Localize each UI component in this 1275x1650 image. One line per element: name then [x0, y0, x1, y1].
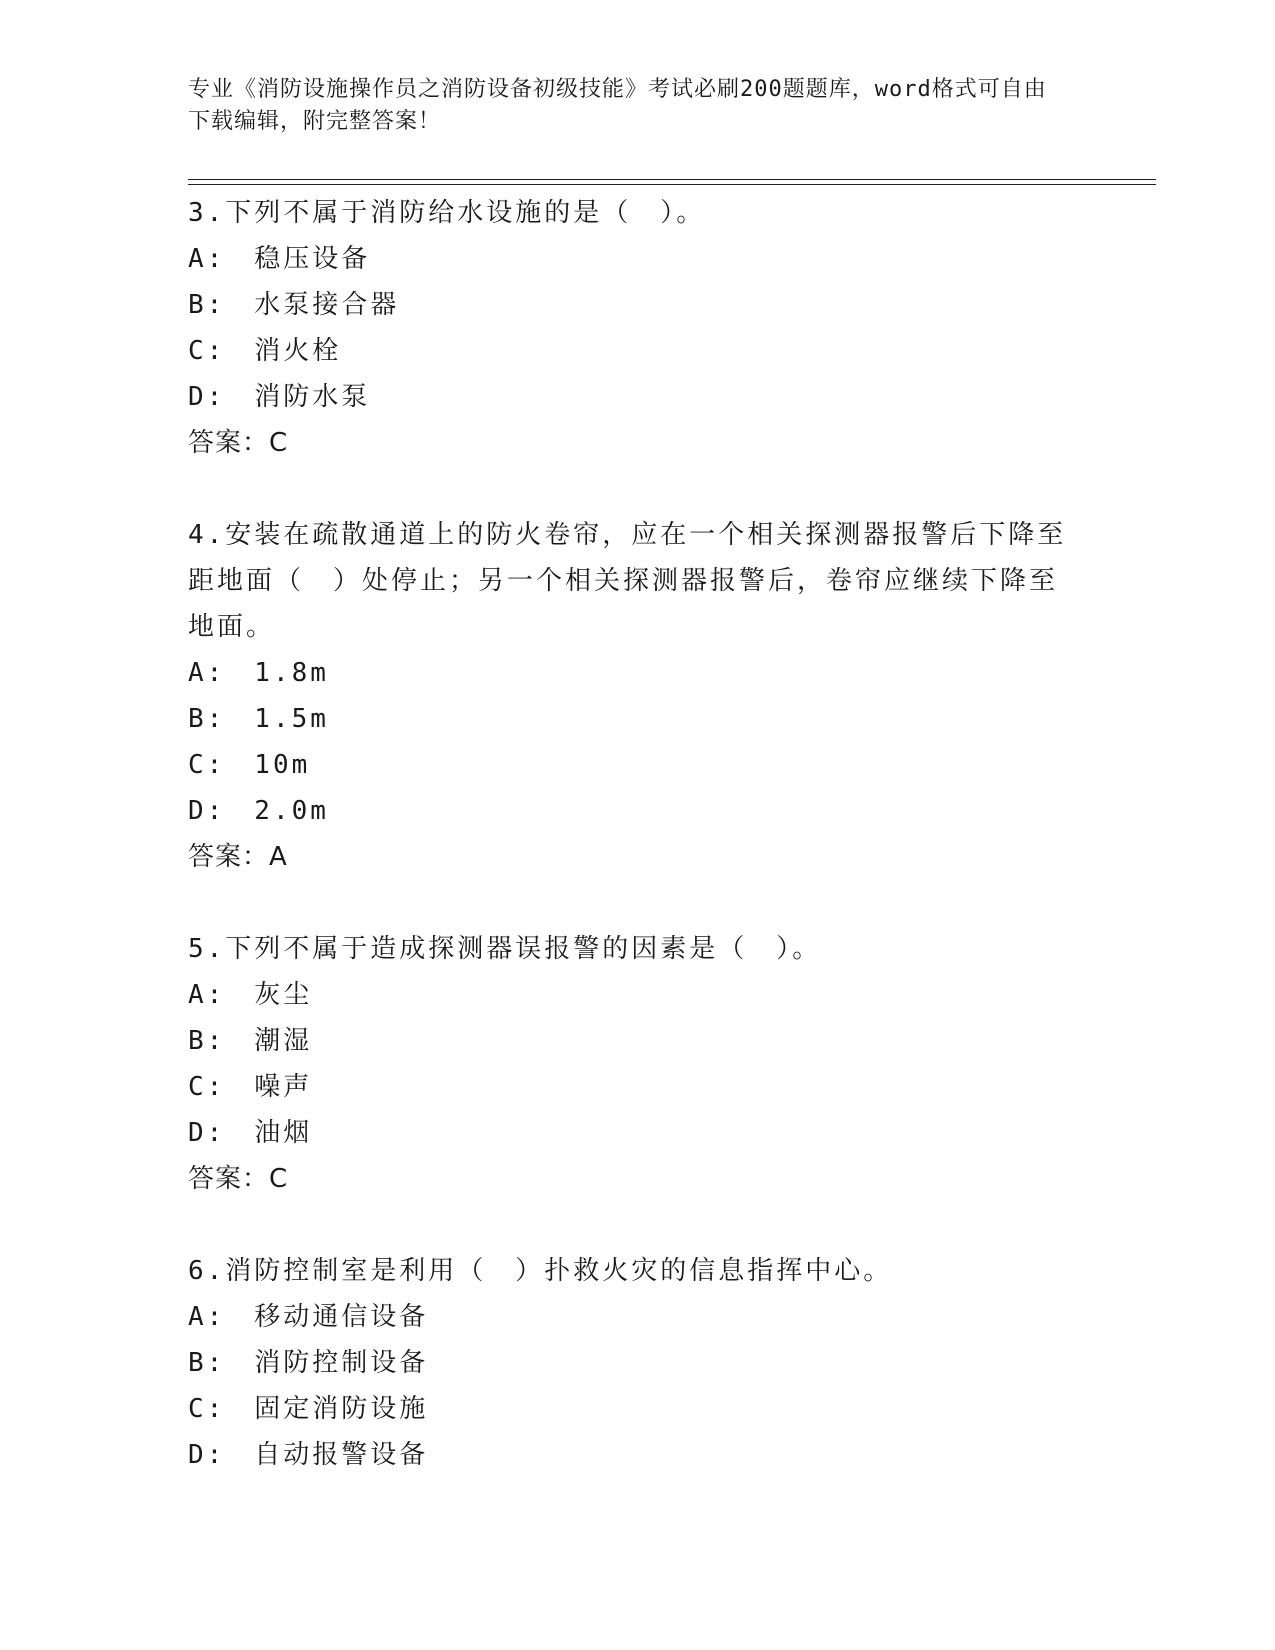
question-stem: 6.消防控制室是利用（ ）扑救火灾的信息指挥中心。 [188, 1256, 893, 1286]
answer-line: 答案：C [188, 428, 289, 458]
option-d: D: 油烟 [188, 1118, 313, 1148]
option-d: D: 2.0m [188, 796, 329, 826]
option-d: D: 消防水泵 [188, 382, 371, 412]
question-stem: 4.安装在疏散通道上的防火卷帘，应在一个相关探测器报警后下降至距地面（ ）处停止；另一个相关探测器报警后，卷帘应继续下降至地面。 [188, 520, 1067, 642]
answer-line: 答案：C [188, 1164, 289, 1194]
option-c: C: 消火栓 [188, 336, 342, 366]
question-stem: 5.下列不属于造成探测器误报警的因素是（ ）。 [188, 934, 822, 964]
option-a: A: 1.8m [188, 658, 329, 688]
option-b: B: 消防控制设备 [188, 1348, 429, 1378]
question-6 [188, 1248, 1068, 1478]
header-divider-bottom [188, 184, 1156, 185]
question-4 [188, 512, 1068, 880]
document-header: 专业《消防设施操作员之消防设备初级技能》考试必刷200题题库，word格式可自由下载编辑，附完整答案！ [188, 77, 1047, 134]
option-c: C: 10m [188, 750, 311, 780]
option-b: B: 潮湿 [188, 1026, 313, 1056]
option-b: B: 水泵接合器 [188, 290, 400, 320]
option-a: A: 稳压设备 [188, 244, 371, 274]
question-5 [188, 926, 1068, 1202]
option-c: C: 噪声 [188, 1072, 313, 1102]
option-c: C: 固定消防设施 [188, 1394, 429, 1424]
option-b: B: 1.5m [188, 704, 329, 734]
question-stem: 3.下列不属于消防给水设施的是（ ）。 [188, 198, 706, 228]
question-3 [188, 190, 1068, 466]
option-a: A: 灰尘 [188, 980, 313, 1010]
header-divider-top [188, 179, 1156, 180]
question-list [188, 190, 1068, 1524]
answer-line: 答案：A [188, 842, 288, 872]
option-a: A: 移动通信设备 [188, 1302, 429, 1332]
option-d: D: 自动报警设备 [188, 1440, 429, 1470]
